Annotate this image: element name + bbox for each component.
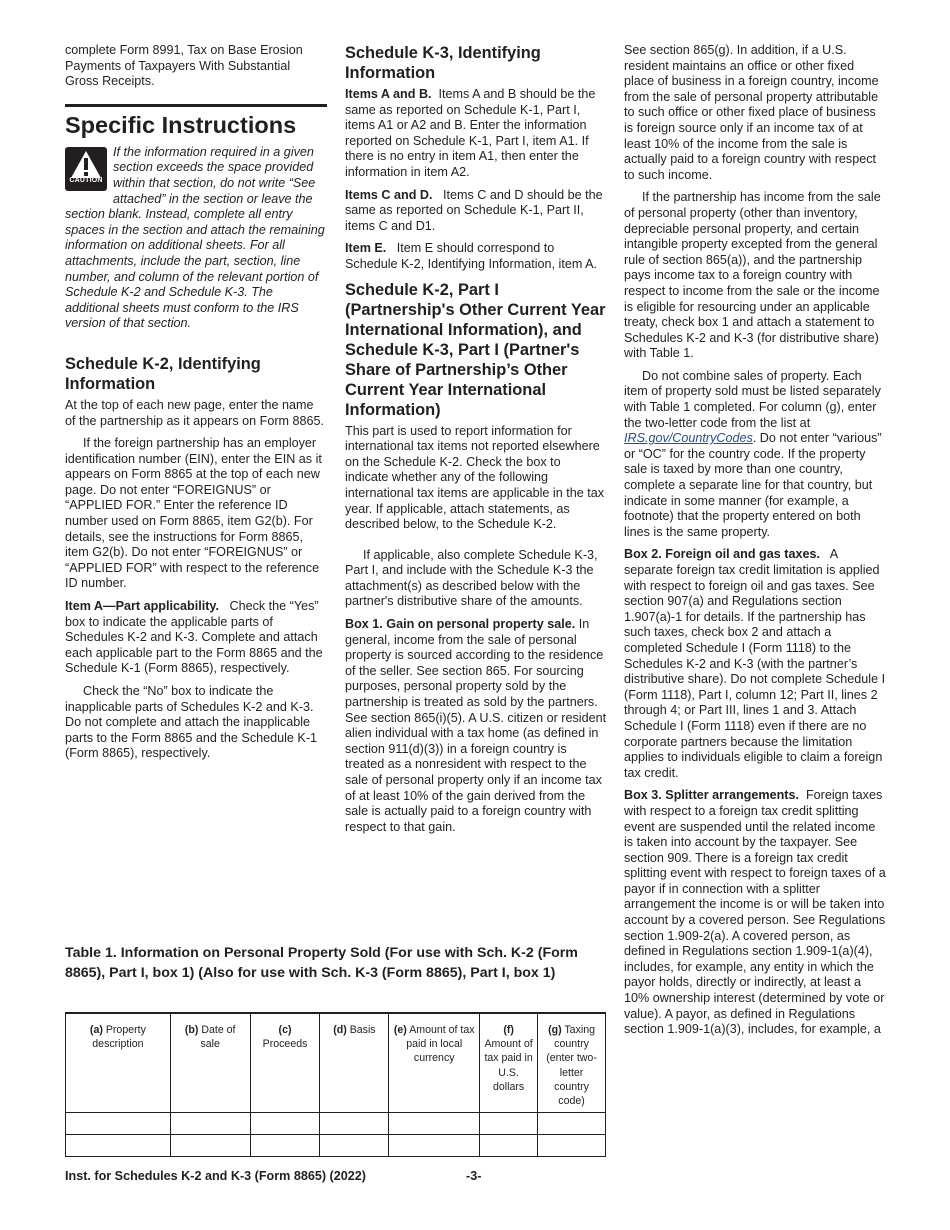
box1-text: In general, income from the sale of personal property is sourced according to the residence of the seller. See section 865. For sourcing purposes, personal property sold by the partnership is treated as sold by the partners. See section 865(i)(5). A U.S. citizen or resident alien individual with a tax home (as defined in section 911(d)(3)) in a foreign country is treated as a nonresident with respect to the sale of personal property only if an income tax of at least 10% of the gain derived from the sale is actually paid to a foreign country with respect to that gain.	[345, 617, 607, 834]
column-letter: (d)	[333, 1024, 347, 1036]
column-letter: (c)	[278, 1024, 292, 1036]
country-codes-link[interactable]: IRS.gov/CountryCodes	[624, 431, 753, 446]
column-label: Date of sale	[200, 1024, 236, 1051]
box3-text: Foreign taxes with respect to a foreign tax credit splitting event are suspended until the related income is taken into account by the taxpayer. See section 909. There is a foreign tax credit splitting event with respect to foreign taxes of a payor if in connection with a splitter arrangement the income is or will be taken into account by a covered person. See Regulations section 1.909-2(a). A covered person, as defined in Regulations section 1.909-1(a)(4), includes, for example, any entity in which the payor holds, directly or indirectly, at least a 10% ownership interest (determined by vote or value). A payor, as defined in Regulations section 1.909-1(a)(3), includes, for example, a	[624, 788, 886, 1037]
k2-para-1: At the top of each new page, enter the name of the partnership as it appears on Form 8865.	[65, 397, 325, 428]
table-header-row	[66, 1013, 606, 1113]
column-header-d	[320, 1013, 389, 1113]
box1-label: Box 1. Gain on personal property sale.	[345, 617, 576, 632]
caution-triangle-icon	[65, 147, 107, 191]
caution-text: If the information required in a given section exceeds the space provided within that section, do not write “See attached” in the section or leave the section blank. Instead, complete all entry spaces in the section and attach the remaining information on additional sheets. For all attachments, include the part, section, line number, and column of the relevant portion of Schedule K-2 and Schedule K-3. The additional sheets must conform to the IRS version of that section.	[65, 144, 325, 331]
column-letter: (f)	[503, 1024, 514, 1036]
column-label: Amount of tax paid in local currency	[406, 1024, 475, 1065]
box1-paragraph	[345, 617, 607, 835]
table-cell[interactable]	[66, 1135, 171, 1157]
table-cell[interactable]	[389, 1135, 480, 1157]
caution-label: CAUTION	[69, 177, 103, 185]
item-a-para-2: Check the “No” box to indicate the inapplicable parts of Schedules K-2 and K-3. Do not complete and attach the inapplicable parts to the Form 8865 and the Schedule K-1 (Form 8865), respectively.	[65, 684, 318, 761]
k3-identifying-heading: Schedule K-3, Identifying Information	[345, 44, 541, 82]
box2-paragraph	[624, 547, 886, 781]
column-header-f	[480, 1013, 538, 1113]
table-1-title: Table 1. Information on Personal Property Sold (For use with Sch. K-2 (Form 8865), Part I, box 1) (Also for use with Sch. K-3 (Form 8865), Part I, box 1)	[65, 945, 578, 981]
box2-text: A separate foreign tax credit limitation is applied with respect to foreign oil and gas taxes. See section 907(a) and Regulations section 1.907(a)-1 for details. If the partnership has such taxes, check box 2 and attach a completed Schedule I (Form 1118) to the Schedules K-2 and K-3 (with the partner’s distributive share). Do not complete Schedule I (Form 1118), Part I, column 12; Part II, lines 2 through 4; or Part III, lines 1 and 3. Attach Schedule I (Form 1118) even if there are no corporate partners because the limitation applies to individuals eligible to claim a foreign tax credit.	[624, 547, 886, 780]
column-header-c	[250, 1013, 320, 1113]
para3-text-after: . Do not enter “various” or “OC” for the country code. If the property sale is taxed by more than one country, complete a separate line for that country, but indicate in some manner (for example, a footnote) that the property entered on both lines is the same property.	[624, 431, 882, 539]
items-cd-text: Items C and D should be the same as reported on Schedule K-1, Part II, items C and D1.	[345, 187, 603, 233]
table-cell[interactable]	[480, 1135, 538, 1157]
column-letter: (g)	[548, 1024, 562, 1036]
footer-title: Inst. for Schedules K-2 and K-3 (Form 8865) (2022)	[65, 1169, 366, 1183]
item-e-paragraph	[345, 241, 607, 272]
column-header-a	[66, 1013, 171, 1113]
box2-label: Box 2. Foreign oil and gas taxes.	[624, 547, 820, 562]
table-cell[interactable]	[66, 1113, 171, 1135]
para3-text-before: Do not combine sales of property. Each item of property sold must be listed separately with Table 1 completed. For column (g), enter the two-letter code from the list at	[624, 368, 881, 430]
intro-text: complete Form 8991, Tax on Base Erosion Payments of Taxpayers With Substantial Gross Receipts.	[65, 43, 303, 89]
items-cd-label: Items C and D.	[345, 187, 433, 202]
col3-para-2: If the partnership has income from the sale of personal property (other than inventory, depreciable personal property, and certain intangible property excepted from the general rule of section 865(a)), and the partnership pays income tax to a foreign country with respect to income from the sale or the income is eligible for resourcing under an applicable treaty, check box 1 and attach a statement to Schedules K-2 and K-3 (for distributive share) with Table 1.	[624, 190, 881, 361]
column-label: Basis	[349, 1024, 376, 1036]
column-3	[624, 43, 886, 1038]
column-label: Property description	[92, 1024, 146, 1051]
item-a-text: Check the “Yes” box to indicate the applicable parts of Schedules K-2 and K-3. Complete and attach each applicable part to the Form 8865 and the Schedule K-1 (Form 8865), respectively.	[65, 599, 323, 676]
part1-heading: Schedule K-2, Part I (Partnership's Other Current Year International Information), and Schedule K-3, Part I (Partner's Share of Partnership’s Other Current Year International Information)	[345, 280, 606, 419]
items-ab-text: Items A and B should be the same as reported on Schedule K-1, Part I, items A1 or A2 and B. Enter the information reported on Schedule K-1, Part I, item A1. If there is no entry in item A1, then enter the information in item A2.	[345, 87, 596, 179]
column-header-b	[170, 1013, 250, 1113]
item-a-label: Item A—Part applicability.	[65, 599, 219, 614]
column-1	[65, 43, 327, 762]
col3-para-3	[624, 369, 886, 541]
column-label: Proceeds	[262, 1038, 308, 1051]
box3-label: Box 3. Splitter arrangements.	[624, 788, 799, 803]
table-cell[interactable]	[389, 1113, 480, 1135]
column-letter: (b)	[184, 1024, 199, 1036]
table-cell[interactable]	[250, 1135, 320, 1157]
col3-para-1: See section 865(g). In addition, if a U.S. resident maintains an office or other fixed place of business in a foreign country, income from the sale of personal property attributable to such office or other fixed place of business is foreign source only if an income tax of at least 10% of the income from the sale is actually paid to a foreign country with respect to such income.	[624, 43, 879, 182]
items-cd-paragraph	[345, 188, 607, 235]
table-row	[66, 1113, 606, 1135]
table-cell[interactable]	[538, 1135, 606, 1157]
caution-note	[65, 145, 327, 332]
items-ab-label: Items A and B.	[345, 87, 432, 101]
column-label: Amount of tax paid in U.S. dollars	[484, 1038, 533, 1093]
items-ab-paragraph	[345, 87, 607, 181]
page-section-title: Specific Instructions	[65, 111, 297, 138]
column-letter: (e)	[393, 1024, 407, 1036]
k2-identifying-heading: Schedule K-2, Identifying Information	[65, 354, 261, 393]
part1-para-1: This part is used to report information for international tax items not reported elsewhere on the Schedule K-2. Check the box to indicate whether any of the following international tax items are applicable in the tax year. If applicable, attach statements, as described below, to the Schedule K-2.	[345, 423, 605, 532]
column-header-e	[389, 1013, 480, 1113]
page-number: -3-	[466, 1169, 482, 1183]
column-letter: (a)	[89, 1024, 103, 1036]
table-cell[interactable]	[250, 1113, 320, 1135]
table-cell[interactable]	[320, 1135, 389, 1157]
table-cell[interactable]	[320, 1113, 389, 1135]
k2-para-2: If the foreign partnership has an employer identification number (EIN), enter the EIN as it appears on Form 8865 at the top of each new page. Do not enter “FOREIGNUS” or “APPLIED FOR.” Enter the reference ID number used on Form 8865, item G2(b). For details, see the instructions for Form 8865, item G2(b). Do not enter “FOREIGNUS” or “APPLIED FOR” with respect to the reference ID number.	[65, 436, 322, 591]
item-a-paragraph	[65, 599, 327, 677]
column-2	[345, 43, 607, 835]
table-cell[interactable]	[538, 1113, 606, 1135]
item-e-text: Item E should correspond to Schedule K-2, Identifying Information, item A.	[345, 241, 598, 271]
table-cell[interactable]	[170, 1113, 250, 1135]
column-header-g	[538, 1013, 606, 1113]
section-divider	[65, 104, 327, 107]
table-cell[interactable]	[170, 1135, 250, 1157]
box3-paragraph	[624, 788, 886, 1038]
table-cell[interactable]	[480, 1113, 538, 1135]
item-e-label: Item E.	[345, 241, 387, 256]
column-label: Taxing country (enter two-letter country code)	[546, 1024, 597, 1108]
part1-para-2: If applicable, also complete Schedule K-3, Part I, and include with the Schedule K-3 the attachment(s) as described below with the partner's distributive share of the amounts.	[345, 547, 598, 609]
personal-property-table	[65, 1013, 606, 1157]
table-row	[66, 1135, 606, 1157]
